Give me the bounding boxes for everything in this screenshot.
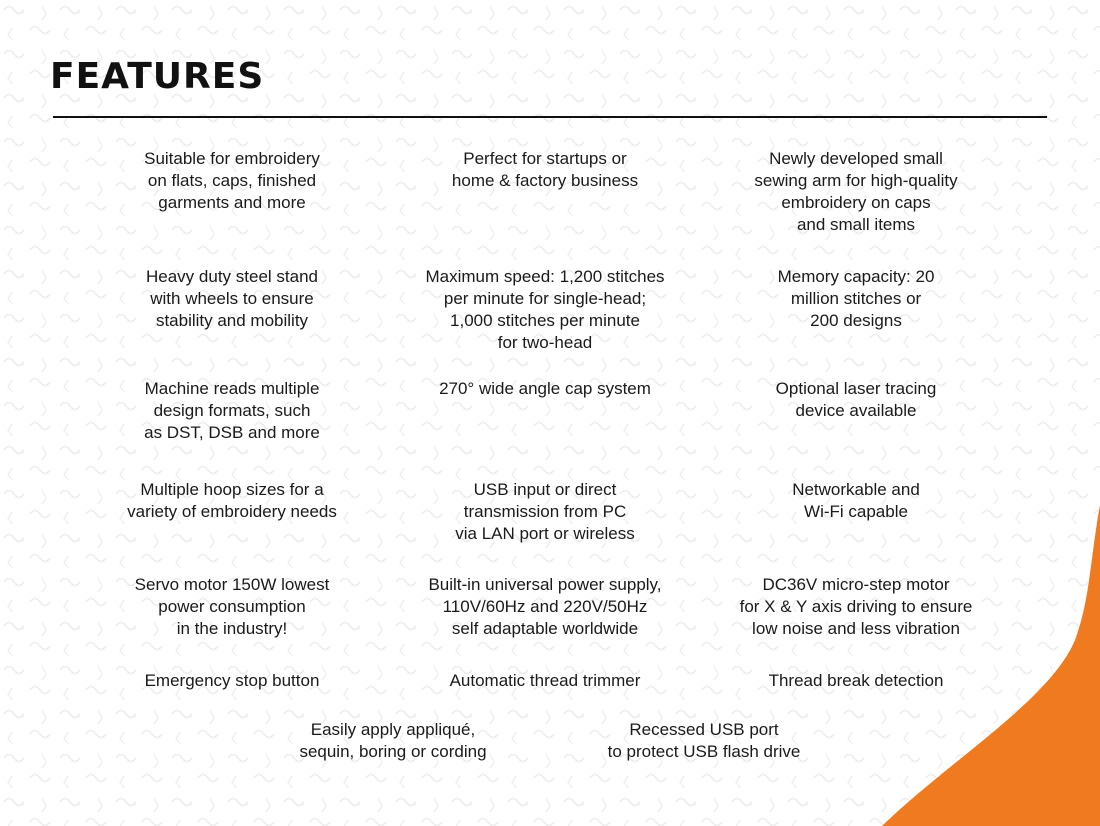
feature-item: Automatic thread trimmer <box>449 671 641 690</box>
feature-item: Machine reads multiple design formats, such as DST, DSB and more <box>144 379 320 442</box>
title-divider <box>53 116 1047 118</box>
feature-item: Suitable for embroidery on flats, caps, finished garments and more <box>144 149 320 212</box>
feature-item: Recessed USB port to protect USB flash drive <box>607 720 801 761</box>
feature-item: Servo motor 150W lowest power consumption in the industry! <box>134 575 330 638</box>
feature-item: USB input or direct transmission from PC via LAN port or wireless <box>455 480 635 543</box>
feature-item: Easily apply appliqué, sequin, boring or cording <box>299 720 487 761</box>
feature-item: Emergency stop button <box>144 671 320 690</box>
feature-item: Memory capacity: 20 million stitches or 200 designs <box>777 267 935 330</box>
feature-item: Optional laser tracing device available <box>775 379 937 420</box>
feature-item: Maximum speed: 1,200 stitches per minute for single-head; 1,000 stitches per minute for two-head <box>425 267 665 352</box>
page-title: FEATURES <box>50 56 265 97</box>
feature-item: Multiple hoop sizes for a variety of embroidery needs <box>127 480 337 521</box>
feature-item: Networkable and Wi-Fi capable <box>792 480 920 521</box>
feature-item: Thread break detection <box>768 671 944 690</box>
feature-item: Perfect for startups or home & factory business <box>451 149 639 190</box>
feature-item: DC36V micro-step motor for X & Y axis driving to ensure low noise and less vibration <box>739 575 973 638</box>
feature-item: Built-in universal power supply, 110V/60Hz and 220V/50Hz self adaptable worldwide <box>428 575 662 638</box>
feature-item: Heavy duty steel stand with wheels to ensure stability and mobility <box>146 267 318 330</box>
feature-item: Newly developed small sewing arm for high-quality embroidery on caps and small items <box>754 149 958 234</box>
feature-item: 270° wide angle cap system <box>439 379 651 398</box>
